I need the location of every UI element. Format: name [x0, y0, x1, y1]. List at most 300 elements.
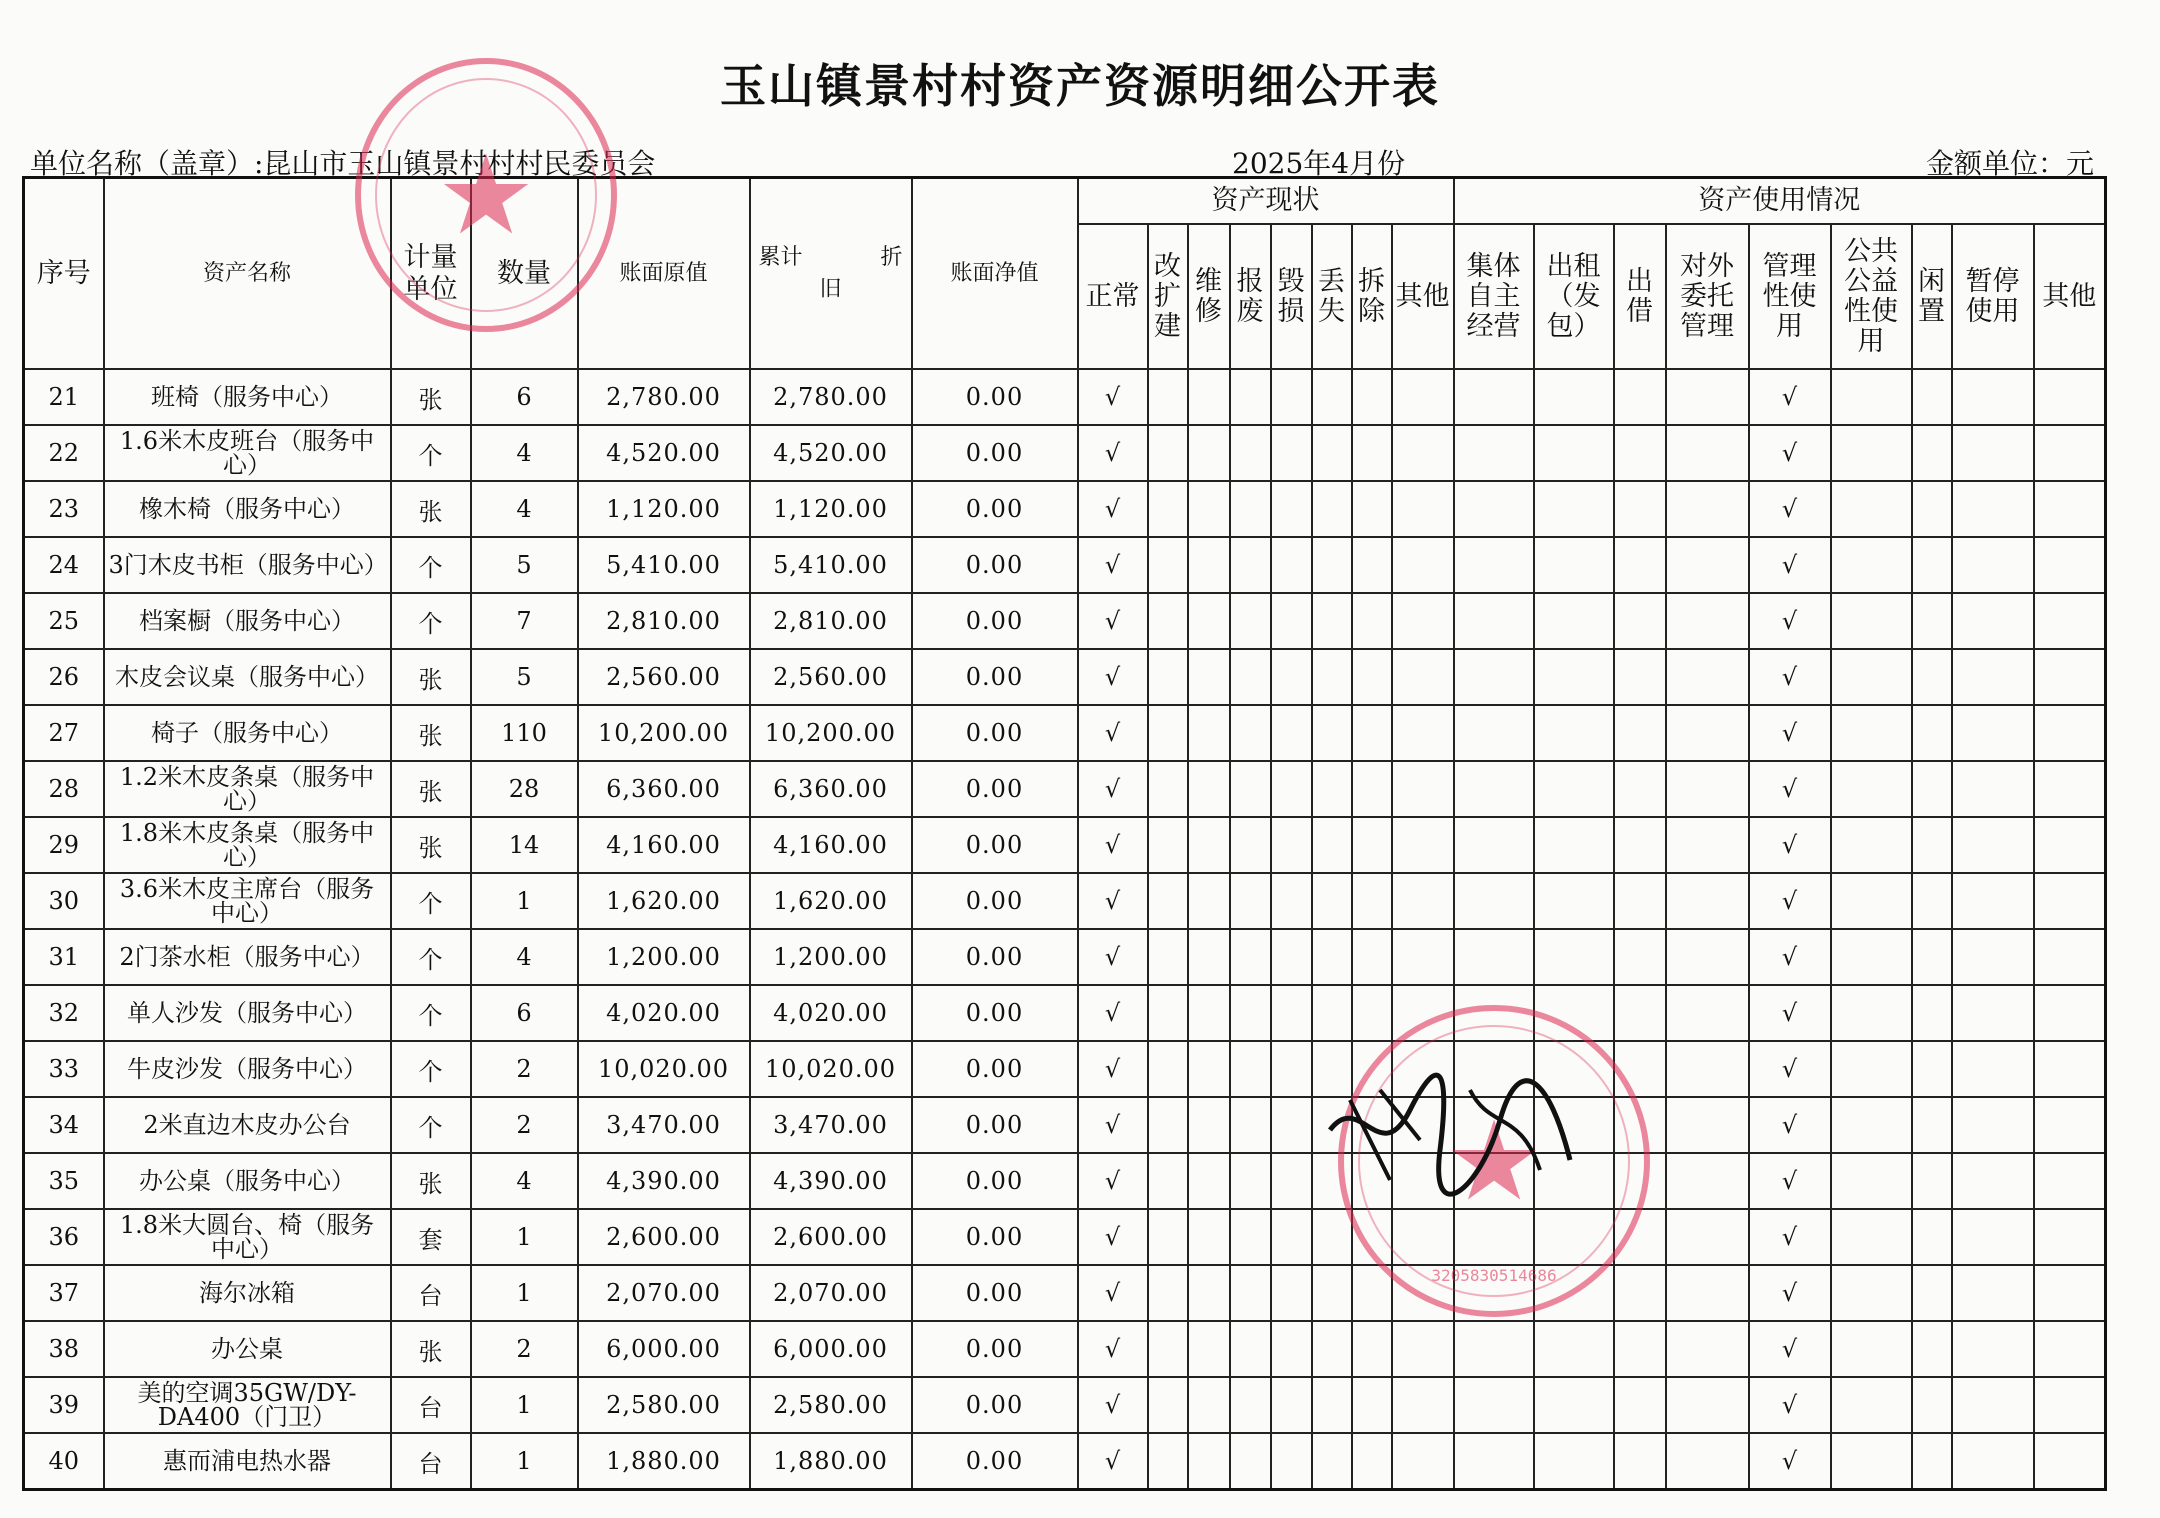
row-status-cell — [1188, 1265, 1230, 1321]
row-status-cell — [1230, 1377, 1271, 1433]
row-usage-cell — [1454, 985, 1534, 1041]
row-qty: 4 — [471, 1153, 578, 1209]
row-usage-cell — [1454, 1433, 1534, 1490]
row-status-cell — [1148, 1153, 1188, 1209]
row-status-cell — [1312, 593, 1352, 649]
row-depreciation: 5,410.00 — [750, 537, 912, 593]
row-status-cell — [1271, 929, 1312, 985]
row-usage-management-check: √ — [1749, 537, 1831, 593]
row-qty: 4 — [471, 481, 578, 537]
row-status-cell — [1271, 817, 1312, 873]
row-usage-management-check: √ — [1749, 1041, 1831, 1097]
row-status-cell — [1352, 1153, 1392, 1209]
row-depreciation: 2,780.00 — [750, 369, 912, 425]
page-title: 玉山镇景村村资产资源明细公开表 — [720, 59, 1440, 113]
row-status-cell — [1312, 929, 1352, 985]
row-unit: 台 — [391, 1433, 471, 1490]
row-usage-cell — [1831, 593, 1912, 649]
row-usage-management-check: √ — [1749, 425, 1831, 481]
row-usage-cell — [1912, 649, 1952, 705]
row-asset-name: 3门木皮书柜（服务中心） — [104, 537, 391, 593]
row-status-cell — [1352, 761, 1392, 817]
row-usage-cell — [1666, 1041, 1749, 1097]
row-usage-cell — [1534, 873, 1614, 929]
row-usage-cell — [1952, 1377, 2034, 1433]
row-status-cell — [1392, 593, 1454, 649]
row-usage-cell — [1454, 537, 1534, 593]
row-usage-cell — [1666, 369, 1749, 425]
row-unit: 张 — [391, 705, 471, 761]
row-usage-cell — [1614, 761, 1666, 817]
row-asset-name: 班椅（服务中心） — [104, 369, 391, 425]
row-status-cell — [1148, 1321, 1188, 1377]
row-status-cell — [1148, 1097, 1188, 1153]
row-qty: 7 — [471, 593, 578, 649]
row-net-value: 0.00 — [912, 761, 1078, 817]
row-usage-cell — [1534, 1321, 1614, 1377]
row-usage-cell — [1831, 649, 1912, 705]
row-usage-cell — [2034, 425, 2106, 481]
row-usage-cell — [2034, 1153, 2106, 1209]
row-status-cell — [1312, 1433, 1352, 1490]
row-status-cell — [1271, 1041, 1312, 1097]
row-usage-cell — [1912, 929, 1952, 985]
row-status-cell — [1188, 369, 1230, 425]
row-status-cell — [1230, 1265, 1271, 1321]
row-usage-cell — [1454, 425, 1534, 481]
row-asset-name: 美的空调35GW/DY-DA400（门卫） — [104, 1377, 391, 1433]
row-usage-management-check: √ — [1749, 1209, 1831, 1265]
row-qty: 5 — [471, 537, 578, 593]
depr-label-left: 累计 — [758, 244, 803, 270]
row-book-value: 10,200.00 — [578, 705, 750, 761]
row-usage-cell — [1912, 1265, 1952, 1321]
row-status-cell — [1312, 1097, 1352, 1153]
row-book-value: 2,600.00 — [578, 1209, 750, 1265]
row-seq: 31 — [24, 929, 104, 985]
row-usage-cell — [2034, 929, 2106, 985]
row-depreciation: 6,000.00 — [750, 1321, 912, 1377]
row-seq: 22 — [24, 425, 104, 481]
row-usage-cell — [1454, 761, 1534, 817]
row-status-cell — [1392, 537, 1454, 593]
row-usage-cell — [1831, 873, 1912, 929]
row-usage-cell — [1614, 929, 1666, 985]
row-net-value: 0.00 — [912, 1153, 1078, 1209]
row-usage-cell — [1614, 1433, 1666, 1490]
row-status-cell — [1271, 1377, 1312, 1433]
row-net-value: 0.00 — [912, 1377, 1078, 1433]
col-status-repair: 维修 — [1188, 224, 1230, 369]
row-status-cell — [1271, 1433, 1312, 1490]
row-unit: 个 — [391, 985, 471, 1041]
row-book-value: 6,360.00 — [578, 761, 750, 817]
col-status-renovation: 改扩建 — [1148, 224, 1188, 369]
col-status-demolished: 拆除 — [1352, 224, 1392, 369]
row-status-cell — [1352, 929, 1392, 985]
row-status-normal-check: √ — [1078, 649, 1148, 705]
row-status-cell — [1148, 873, 1188, 929]
row-net-value: 0.00 — [912, 985, 1078, 1041]
row-status-normal-check: √ — [1078, 1377, 1148, 1433]
row-book-value: 3,470.00 — [578, 1097, 750, 1153]
unit-name: 单位名称（盖章）:昆山市玉山镇景村村村民委员会 — [30, 147, 656, 180]
row-net-value: 0.00 — [912, 1041, 1078, 1097]
col-book-value: 账面原值 — [578, 178, 750, 370]
row-seq: 26 — [24, 649, 104, 705]
row-qty: 2 — [471, 1097, 578, 1153]
row-status-cell — [1352, 481, 1392, 537]
row-status-normal-check: √ — [1078, 1265, 1148, 1321]
table-row — [24, 1377, 2106, 1433]
row-usage-cell — [1666, 481, 1749, 537]
row-usage-cell — [2034, 1377, 2106, 1433]
row-status-cell — [1230, 985, 1271, 1041]
row-status-cell — [1312, 817, 1352, 873]
row-usage-cell — [1952, 1041, 2034, 1097]
row-asset-name: 惠而浦电热水器 — [104, 1433, 391, 1490]
row-usage-cell — [2034, 369, 2106, 425]
row-usage-cell — [1912, 481, 1952, 537]
table-row — [24, 817, 2106, 873]
col-usage-other: 其他 — [2034, 224, 2106, 369]
row-usage-cell — [1454, 649, 1534, 705]
row-status-cell — [1188, 1321, 1230, 1377]
row-usage-cell — [1831, 761, 1912, 817]
row-unit: 张 — [391, 369, 471, 425]
row-status-cell — [1188, 929, 1230, 985]
row-status-cell — [1188, 481, 1230, 537]
row-book-value: 1,620.00 — [578, 873, 750, 929]
row-status-cell — [1271, 593, 1312, 649]
report-period: 2025年4月份 — [1232, 147, 1406, 180]
table-row — [24, 929, 2106, 985]
col-usage-idle: 闲置 — [1912, 224, 1952, 369]
money-unit: 金额单位：元 — [1925, 147, 2094, 180]
row-status-cell — [1188, 649, 1230, 705]
row-usage-cell — [1534, 1433, 1614, 1490]
row-status-cell — [1312, 1209, 1352, 1265]
row-status-cell — [1352, 1209, 1392, 1265]
row-qty: 2 — [471, 1321, 578, 1377]
row-status-cell — [1392, 985, 1454, 1041]
col-status-damaged: 毁损 — [1271, 224, 1312, 369]
row-status-cell — [1312, 873, 1352, 929]
row-status-cell — [1271, 1321, 1312, 1377]
row-usage-cell — [1534, 817, 1614, 873]
row-status-cell — [1148, 705, 1188, 761]
row-depreciation: 1,880.00 — [750, 1433, 912, 1490]
row-usage-cell — [1912, 1041, 1952, 1097]
row-seq: 21 — [24, 369, 104, 425]
row-usage-cell — [1912, 1433, 1952, 1490]
row-usage-cell — [2034, 817, 2106, 873]
row-qty: 4 — [471, 425, 578, 481]
row-status-cell — [1352, 1097, 1392, 1153]
row-usage-cell — [1952, 873, 2034, 929]
row-usage-cell — [2034, 1041, 2106, 1097]
row-status-normal-check: √ — [1078, 481, 1148, 537]
row-status-cell — [1188, 537, 1230, 593]
row-usage-management-check: √ — [1749, 985, 1831, 1041]
row-usage-cell — [1666, 1153, 1749, 1209]
seal-code: 3205830514686 — [1431, 1266, 1557, 1285]
row-depreciation: 4,160.00 — [750, 817, 912, 873]
table-row — [24, 481, 2106, 537]
row-status-cell — [1392, 1097, 1454, 1153]
row-status-cell — [1188, 1377, 1230, 1433]
row-status-cell — [1230, 537, 1271, 593]
row-net-value: 0.00 — [912, 649, 1078, 705]
row-usage-cell — [1831, 537, 1912, 593]
row-usage-cell — [1614, 537, 1666, 593]
seal-star-icon: ★ — [1444, 1097, 1544, 1225]
row-usage-cell — [1614, 1097, 1666, 1153]
table-row — [24, 1097, 2106, 1153]
row-status-cell — [1392, 1377, 1454, 1433]
row-status-cell — [1352, 1321, 1392, 1377]
row-unit: 个 — [391, 537, 471, 593]
row-status-normal-check: √ — [1078, 873, 1148, 929]
row-book-value: 4,390.00 — [578, 1153, 750, 1209]
table-row — [24, 1153, 2106, 1209]
row-status-cell — [1312, 985, 1352, 1041]
row-asset-name: 木皮会议桌（服务中心） — [104, 649, 391, 705]
row-seq: 28 — [24, 761, 104, 817]
row-status-cell — [1352, 817, 1392, 873]
row-usage-cell — [1666, 985, 1749, 1041]
row-status-cell — [1230, 705, 1271, 761]
row-usage-cell — [1534, 705, 1614, 761]
row-usage-cell — [1831, 929, 1912, 985]
row-status-cell — [1148, 817, 1188, 873]
col-net-value: 账面净值 — [912, 178, 1078, 370]
row-usage-cell — [1614, 1265, 1666, 1321]
row-usage-cell — [1952, 1265, 2034, 1321]
row-unit: 个 — [391, 929, 471, 985]
row-usage-cell — [1534, 761, 1614, 817]
table-row — [24, 761, 2106, 817]
row-unit: 个 — [391, 1041, 471, 1097]
row-unit: 个 — [391, 593, 471, 649]
row-status-cell — [1352, 1265, 1392, 1321]
row-status-cell — [1148, 1377, 1188, 1433]
row-usage-cell — [1831, 705, 1912, 761]
row-status-cell — [1148, 649, 1188, 705]
col-usage-self-operated: 集体自主经营 — [1454, 224, 1534, 369]
row-status-cell — [1312, 1321, 1352, 1377]
col-depreciation — [750, 178, 912, 370]
row-seq: 37 — [24, 1265, 104, 1321]
row-status-cell — [1230, 425, 1271, 481]
row-status-cell — [1188, 705, 1230, 761]
row-status-normal-check: √ — [1078, 1153, 1148, 1209]
row-usage-cell — [1831, 1041, 1912, 1097]
row-book-value: 2,580.00 — [578, 1377, 750, 1433]
row-status-cell — [1271, 1097, 1312, 1153]
row-status-cell — [1312, 369, 1352, 425]
row-status-cell — [1392, 1041, 1454, 1097]
row-seq: 39 — [24, 1377, 104, 1433]
row-status-cell — [1312, 425, 1352, 481]
row-status-cell — [1271, 985, 1312, 1041]
row-unit: 张 — [391, 1321, 471, 1377]
row-status-cell — [1392, 1153, 1454, 1209]
row-usage-cell — [1614, 1209, 1666, 1265]
row-book-value: 6,000.00 — [578, 1321, 750, 1377]
row-usage-cell — [2034, 985, 2106, 1041]
row-usage-cell — [1831, 1321, 1912, 1377]
row-seq: 40 — [24, 1433, 104, 1490]
table-row — [24, 1321, 2106, 1377]
row-status-cell — [1148, 1209, 1188, 1265]
row-asset-name: 橡木椅（服务中心） — [104, 481, 391, 537]
col-seq: 序号 — [24, 178, 104, 370]
row-usage-cell — [1831, 369, 1912, 425]
row-usage-cell — [1534, 1097, 1614, 1153]
row-usage-cell — [1831, 817, 1912, 873]
row-usage-cell — [1912, 593, 1952, 649]
row-status-cell — [1392, 761, 1454, 817]
row-unit: 台 — [391, 1265, 471, 1321]
group-status: 资产现状 — [1078, 178, 1454, 225]
row-net-value: 0.00 — [912, 873, 1078, 929]
row-book-value: 5,410.00 — [578, 537, 750, 593]
row-usage-cell — [2034, 705, 2106, 761]
row-qty: 2 — [471, 1041, 578, 1097]
row-status-cell — [1230, 481, 1271, 537]
row-usage-cell — [2034, 1097, 2106, 1153]
row-depreciation: 1,120.00 — [750, 481, 912, 537]
row-status-cell — [1230, 1321, 1271, 1377]
row-status-normal-check: √ — [1078, 537, 1148, 593]
row-usage-cell — [1831, 1433, 1912, 1490]
col-status-lost: 丢失 — [1312, 224, 1352, 369]
row-usage-cell — [1666, 1097, 1749, 1153]
row-usage-cell — [1666, 537, 1749, 593]
row-usage-cell — [1831, 985, 1912, 1041]
row-usage-management-check: √ — [1749, 593, 1831, 649]
row-status-cell — [1271, 761, 1312, 817]
row-usage-cell — [1534, 369, 1614, 425]
row-usage-cell — [1912, 537, 1952, 593]
row-status-normal-check: √ — [1078, 1321, 1148, 1377]
row-usage-management-check: √ — [1749, 817, 1831, 873]
row-status-cell — [1352, 873, 1392, 929]
row-usage-cell — [1912, 425, 1952, 481]
row-usage-cell — [1952, 929, 2034, 985]
row-status-cell — [1230, 1097, 1271, 1153]
row-net-value: 0.00 — [912, 1097, 1078, 1153]
col-qty: 数量 — [471, 178, 578, 370]
row-net-value: 0.00 — [912, 481, 1078, 537]
row-status-cell — [1148, 1433, 1188, 1490]
row-status-cell — [1392, 873, 1454, 929]
row-qty: 1 — [471, 1265, 578, 1321]
row-status-cell — [1230, 1041, 1271, 1097]
row-usage-management-check: √ — [1749, 1433, 1831, 1490]
row-usage-cell — [1666, 761, 1749, 817]
row-seq: 30 — [24, 873, 104, 929]
row-status-cell — [1188, 1041, 1230, 1097]
row-book-value: 1,120.00 — [578, 481, 750, 537]
row-usage-cell — [1614, 817, 1666, 873]
row-usage-cell — [1831, 1153, 1912, 1209]
row-qty: 6 — [471, 985, 578, 1041]
col-usage-leased: 出租（发包） — [1534, 224, 1614, 369]
row-status-cell — [1230, 817, 1271, 873]
row-asset-name: 单人沙发（服务中心） — [104, 985, 391, 1041]
row-status-cell — [1352, 649, 1392, 705]
row-status-cell — [1188, 425, 1230, 481]
row-usage-cell — [2034, 1265, 2106, 1321]
row-status-cell — [1392, 817, 1454, 873]
table-row — [24, 1265, 2106, 1321]
row-asset-name: 海尔冰箱 — [104, 1265, 391, 1321]
row-usage-management-check: √ — [1749, 1097, 1831, 1153]
row-book-value: 4,520.00 — [578, 425, 750, 481]
row-asset-name: 办公桌（服务中心） — [104, 1153, 391, 1209]
row-usage-management-check: √ — [1749, 1321, 1831, 1377]
row-status-normal-check: √ — [1078, 761, 1148, 817]
row-status-cell — [1188, 1153, 1230, 1209]
row-usage-cell — [1534, 1153, 1614, 1209]
row-status-cell — [1148, 369, 1188, 425]
row-usage-cell — [1614, 1041, 1666, 1097]
row-usage-cell — [1912, 1209, 1952, 1265]
table-row — [24, 1209, 2106, 1265]
row-status-cell — [1271, 1265, 1312, 1321]
row-status-normal-check: √ — [1078, 593, 1148, 649]
depr-label-bottom: 旧 — [819, 276, 842, 302]
row-status-cell — [1392, 705, 1454, 761]
row-depreciation: 2,070.00 — [750, 1265, 912, 1321]
row-qty: 6 — [471, 369, 578, 425]
row-depreciation: 10,020.00 — [750, 1041, 912, 1097]
row-status-cell — [1188, 1097, 1230, 1153]
row-usage-cell — [1614, 481, 1666, 537]
row-seq: 24 — [24, 537, 104, 593]
table-row — [24, 425, 2106, 481]
row-status-cell — [1312, 705, 1352, 761]
row-usage-cell — [1952, 1433, 2034, 1490]
row-usage-cell — [1454, 369, 1534, 425]
row-net-value: 0.00 — [912, 817, 1078, 873]
row-usage-cell — [1666, 929, 1749, 985]
row-asset-name: 1.2米木皮条桌（服务中心） — [104, 761, 391, 817]
row-qty: 1 — [471, 1377, 578, 1433]
row-seq: 38 — [24, 1321, 104, 1377]
col-usage-entrusted: 对外委托管理 — [1666, 224, 1749, 369]
table-row — [24, 873, 2106, 929]
row-status-normal-check: √ — [1078, 369, 1148, 425]
row-net-value: 0.00 — [912, 1209, 1078, 1265]
row-status-cell — [1312, 761, 1352, 817]
row-status-cell — [1352, 705, 1392, 761]
row-book-value: 2,780.00 — [578, 369, 750, 425]
row-usage-cell — [1614, 1153, 1666, 1209]
row-usage-cell — [1454, 1041, 1534, 1097]
table-row — [24, 649, 2106, 705]
row-usage-cell — [1454, 929, 1534, 985]
row-status-cell — [1230, 929, 1271, 985]
row-usage-cell — [1831, 1377, 1912, 1433]
row-usage-cell — [1454, 873, 1534, 929]
row-unit: 个 — [391, 873, 471, 929]
row-depreciation: 6,360.00 — [750, 761, 912, 817]
row-status-cell — [1230, 1153, 1271, 1209]
row-book-value: 1,880.00 — [578, 1433, 750, 1490]
